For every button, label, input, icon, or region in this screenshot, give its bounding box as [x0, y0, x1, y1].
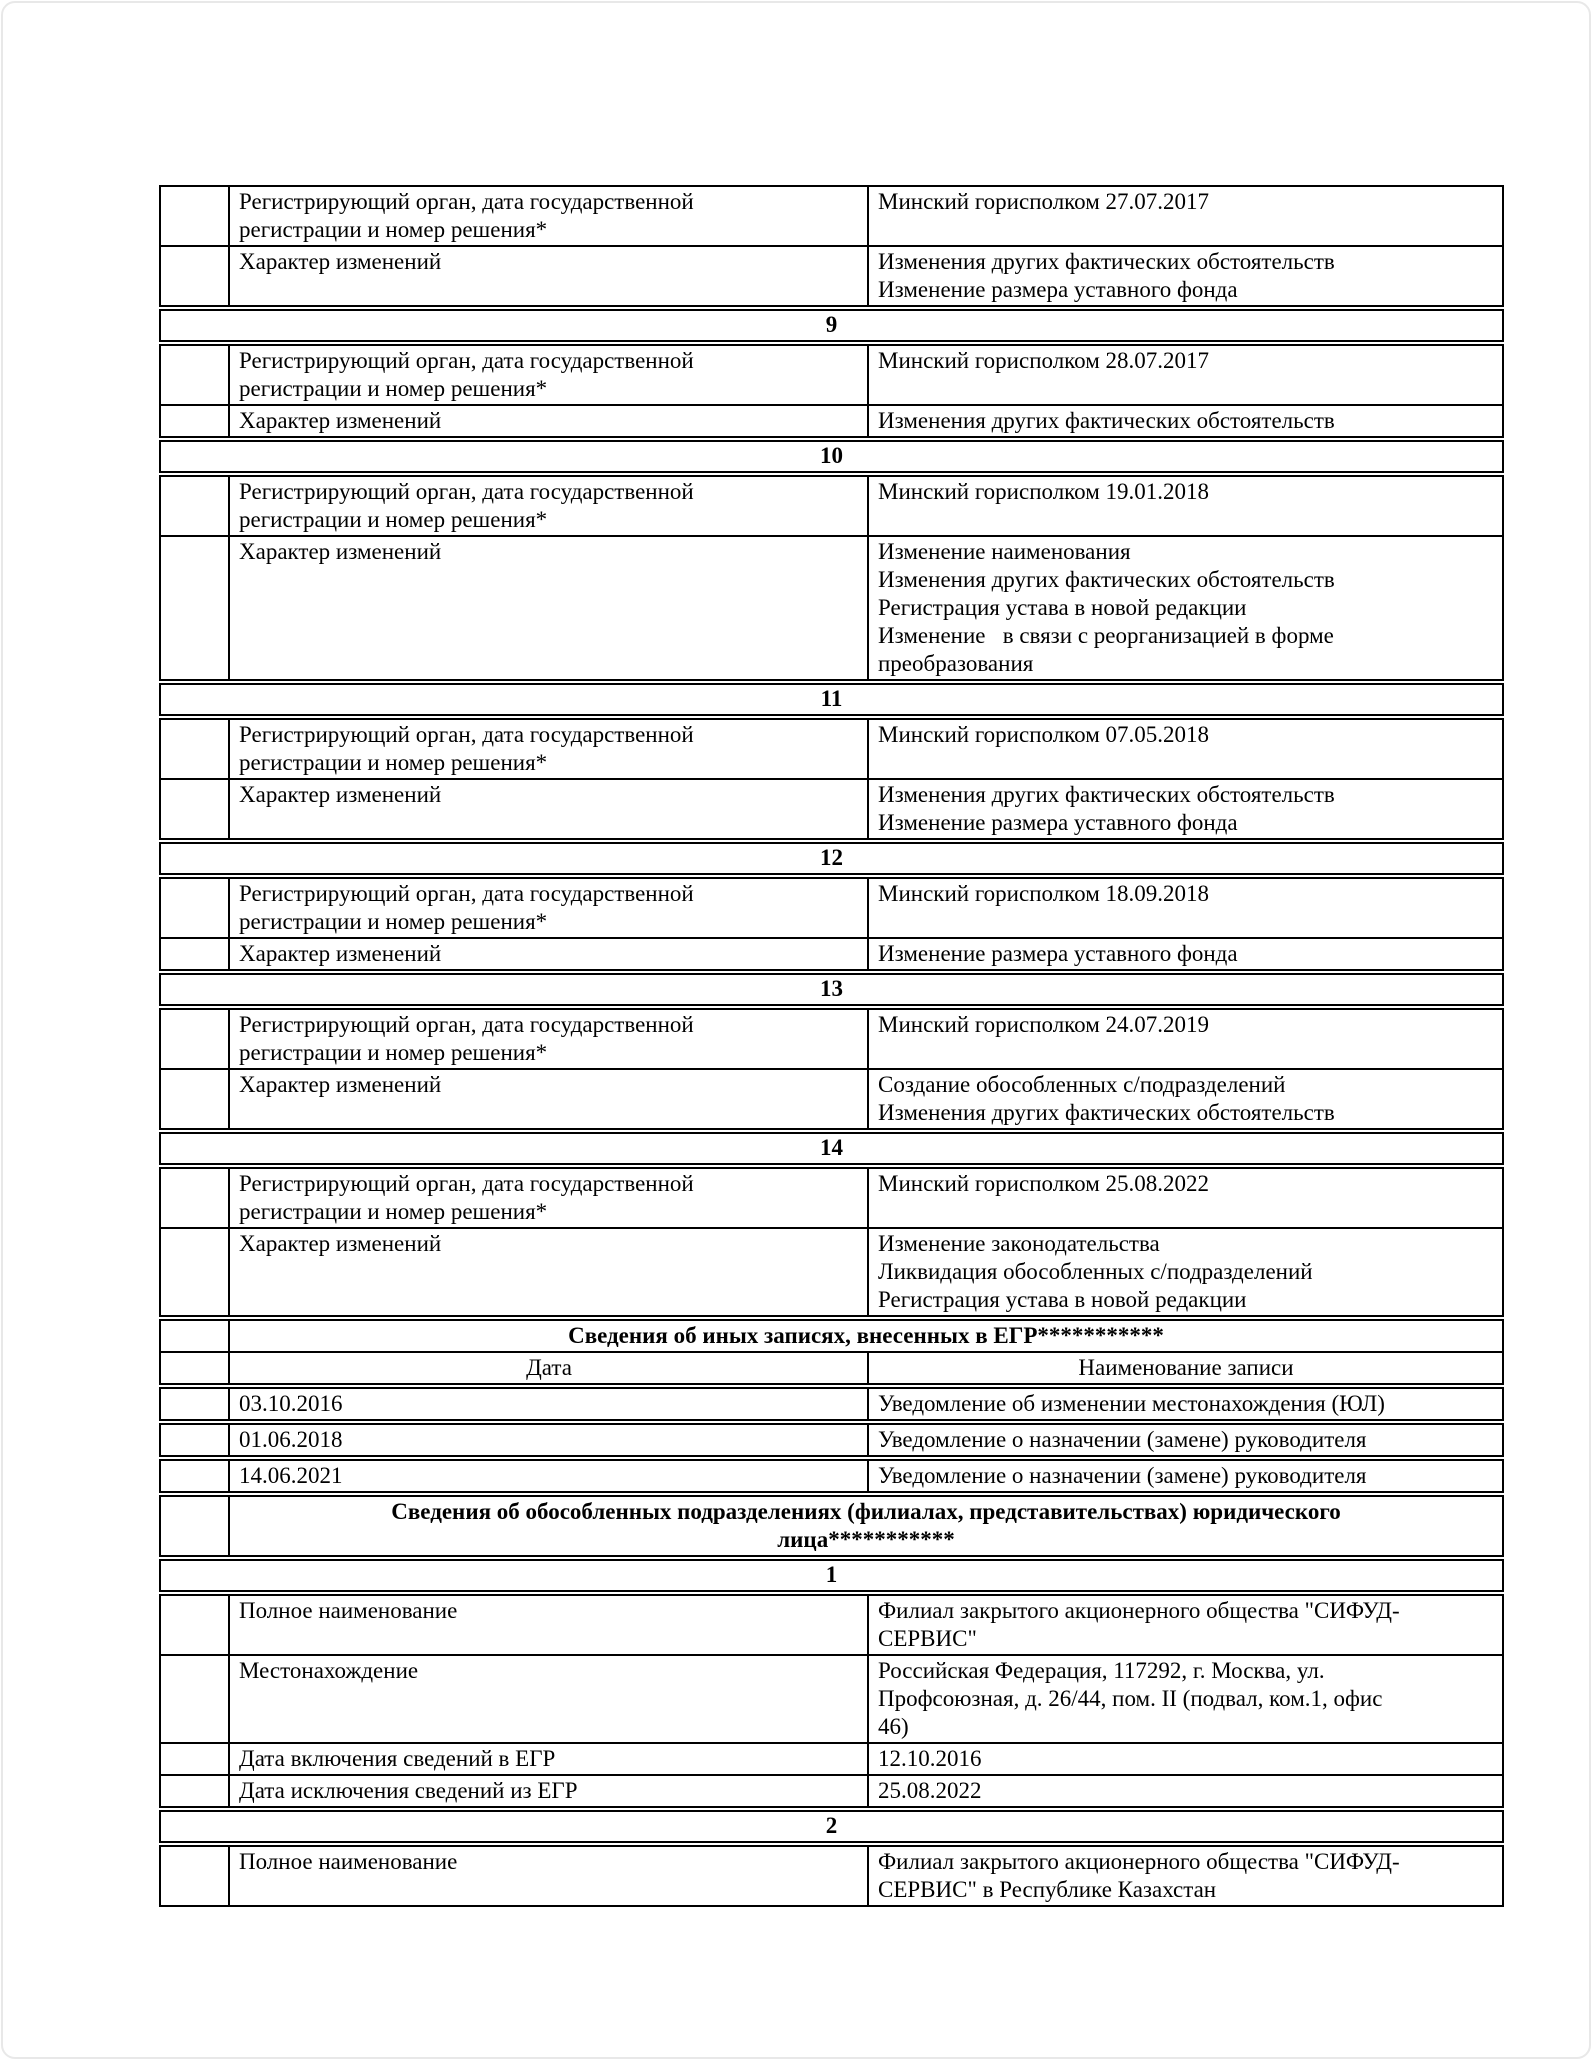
table-block-pair [159, 185, 1504, 307]
value-cell [869, 1656, 1502, 1742]
table-block-pair [159, 718, 1504, 840]
label-cell [230, 939, 869, 969]
registry-document-table [159, 185, 1504, 1909]
value-cell [869, 247, 1502, 305]
record-name-cell: Уведомление о назначении (замене) руководителя [878, 1427, 1367, 1452]
entry-number-row [161, 442, 1502, 471]
entry-number: 9 [825, 312, 838, 337]
value-line: Минский горисполком 25.08.2022 [878, 1171, 1210, 1196]
label-line: Регистрирующий орган, дата государственной [239, 1012, 694, 1037]
row-index-cell [161, 187, 230, 245]
value-cell [869, 346, 1502, 404]
entry-number-row [161, 975, 1502, 1004]
value-line: 12.10.2016 [878, 1746, 982, 1771]
label-line: Характер изменений [239, 941, 442, 966]
entry-number: 1 [825, 1562, 838, 1587]
value-line: Минский горисполком 07.05.2018 [878, 722, 1210, 747]
record-date-cell: 03.10.2016 [230, 1389, 869, 1419]
row-index-cell [161, 1010, 230, 1068]
table-block-record [159, 1387, 1504, 1421]
value-cell [869, 1010, 1502, 1068]
value-cell [869, 537, 1502, 679]
entry-number: 13 [820, 976, 843, 1001]
label-cell [230, 477, 869, 535]
value-line: Минский горисполком 18.09.2018 [878, 881, 1210, 906]
entry-number-row [161, 685, 1502, 714]
row-index-cell [161, 1389, 230, 1419]
section-header-row [161, 1321, 1502, 1351]
value-line: Создание обособленных с/подразделений [878, 1072, 1286, 1097]
table-block-number [159, 309, 1504, 342]
column-header-record-name: Наименование записи [1078, 1355, 1294, 1380]
entry-number-row [161, 1134, 1502, 1163]
value-cell [869, 1229, 1502, 1315]
label-cell [230, 780, 869, 838]
label-line: Характер изменений [239, 782, 442, 807]
label-cell [230, 1744, 869, 1774]
row-index-cell [161, 1169, 230, 1227]
value-cell [869, 780, 1502, 838]
section-title [230, 1497, 1502, 1555]
row-index-cell [161, 1497, 230, 1555]
table-block-pair [159, 344, 1504, 438]
label-line: регистрации и номер решения* [239, 909, 548, 934]
label-cell [230, 1596, 869, 1654]
row-index-cell [161, 1596, 230, 1654]
label-cell [230, 1070, 869, 1128]
row-index-cell [161, 1229, 230, 1315]
label-line: Полное наименование [239, 1849, 458, 1874]
label-line: Полное наименование [239, 1598, 458, 1623]
value-cell [869, 187, 1502, 245]
value-cell [869, 477, 1502, 535]
table-row [161, 1068, 1502, 1128]
label-line: регистрации и номер решения* [239, 507, 548, 532]
label-line: Регистрирующий орган, дата государственной [239, 722, 694, 747]
row-index-cell [161, 720, 230, 778]
column-header-date: Дата [230, 1353, 869, 1383]
label-cell [230, 1229, 869, 1315]
value-line: СЕРВИС" в Республике Казахстан [878, 1877, 1217, 1902]
value-cell [869, 1776, 1502, 1806]
table-block-number [159, 683, 1504, 716]
table-row [161, 879, 1502, 937]
table-block-pair [159, 475, 1504, 681]
table-block-pair [159, 1008, 1504, 1130]
entry-number: 11 [820, 686, 843, 711]
value-line: Минский горисполком 27.07.2017 [878, 189, 1210, 214]
label-cell [230, 346, 869, 404]
entry-number-row [161, 1561, 1502, 1590]
table-row [161, 720, 1502, 778]
row-index-cell [161, 346, 230, 404]
record-date-cell: 14.06.2021 [230, 1461, 869, 1491]
label-line: регистрации и номер решения* [239, 1040, 548, 1065]
value-line: Регистрация устава в новой редакции [878, 1287, 1247, 1312]
table-block-section_with_heads [159, 1319, 1504, 1385]
row-index-cell [161, 1353, 230, 1383]
table-row [161, 1654, 1502, 1742]
row-index-cell [161, 1744, 230, 1774]
label-cell [230, 1656, 869, 1742]
table-row [161, 187, 1502, 245]
table-block-number [159, 1810, 1504, 1843]
value-line: Изменения других фактических обстоятельств [878, 408, 1335, 433]
record-row [161, 1389, 1502, 1419]
table-block-number [159, 1559, 1504, 1592]
label-cell [230, 187, 869, 245]
section-title-line: Сведения об обособленных подразделениях (филиалах, представительствах) юридического [391, 1499, 1341, 1524]
table-block-number [159, 973, 1504, 1006]
value-line: Изменение размера уставного фонда [878, 810, 1238, 835]
value-cell [869, 1847, 1502, 1905]
value-line: Минский горисполком 19.01.2018 [878, 479, 1210, 504]
section-title-line: лица*********** [777, 1527, 955, 1552]
label-cell [230, 1776, 869, 1806]
table-block-section [159, 1495, 1504, 1557]
value-line: Изменение в связи с реорганизацией в форме [878, 623, 1334, 648]
label-line: Характер изменений [239, 1072, 442, 1097]
record-row [161, 1461, 1502, 1491]
value-cell [869, 1596, 1502, 1654]
value-line: Изменение законодательства [878, 1231, 1160, 1256]
row-index-cell [161, 1776, 230, 1806]
section-header-row [161, 1497, 1502, 1555]
table-block-pair [159, 1845, 1504, 1907]
table-block-number [159, 842, 1504, 875]
value-line: Изменения других фактических обстоятельств [878, 567, 1335, 592]
table-row [161, 346, 1502, 404]
label-line: регистрации и номер решения* [239, 376, 548, 401]
value-line: Изменения других фактических обстоятельств [878, 249, 1335, 274]
value-line: 46) [878, 1714, 909, 1739]
row-index-cell [161, 1656, 230, 1742]
table-row [161, 937, 1502, 969]
value-cell [869, 406, 1502, 436]
entry-number: 2 [825, 1813, 838, 1838]
record-row [161, 1425, 1502, 1455]
value-cell [869, 939, 1502, 969]
value-line: Минский горисполком 28.07.2017 [878, 348, 1210, 373]
table-row [161, 1010, 1502, 1068]
table-row [161, 404, 1502, 436]
label-line: Характер изменений [239, 539, 442, 564]
row-index-cell [161, 1321, 230, 1351]
table-block-number [159, 440, 1504, 473]
value-line: Изменение размера уставного фонда [878, 277, 1238, 302]
label-cell [230, 1010, 869, 1068]
row-index-cell [161, 1070, 230, 1128]
label-line: Регистрирующий орган, дата государственной [239, 479, 694, 504]
value-line: Филиал закрытого акционерного общества "СИФУД- [878, 1598, 1400, 1623]
value-line: Регистрация устава в новой редакции [878, 595, 1247, 620]
value-cell [869, 1070, 1502, 1128]
label-cell [230, 1847, 869, 1905]
row-index-cell [161, 780, 230, 838]
table-row [161, 778, 1502, 838]
value-line: Российская Федерация, 117292, г. Москва, ул. [878, 1658, 1325, 1683]
table-row [161, 477, 1502, 535]
entry-number: 14 [820, 1135, 843, 1160]
label-cell [230, 247, 869, 305]
value-line: Профсоюзная, д. 26/44, пом. II (подвал, ком.1, офис [878, 1686, 1383, 1711]
row-index-cell [161, 406, 230, 436]
section-title-line: Сведения об иных записях, внесенных в ЕГР*********** [568, 1323, 1164, 1348]
table-row [161, 1596, 1502, 1654]
value-line: преобразования [878, 651, 1034, 676]
value-line: 25.08.2022 [878, 1778, 982, 1803]
label-line: Характер изменений [239, 408, 442, 433]
value-line: Изменения других фактических обстоятельств [878, 782, 1335, 807]
section-title [230, 1321, 1502, 1351]
label-line: Дата исключения сведений из ЕГР [239, 1778, 578, 1803]
table-row [161, 1227, 1502, 1315]
row-index-cell [161, 879, 230, 937]
table-block-record [159, 1459, 1504, 1493]
record-date-cell: 01.06.2018 [230, 1425, 869, 1455]
table-block-number [159, 1132, 1504, 1165]
label-cell [230, 879, 869, 937]
label-cell [230, 537, 869, 679]
label-line: Регистрирующий орган, дата государственной [239, 1171, 694, 1196]
value-cell [869, 1169, 1502, 1227]
value-line: Филиал закрытого акционерного общества "СИФУД- [878, 1849, 1400, 1874]
table-block-record [159, 1423, 1504, 1457]
label-cell [230, 720, 869, 778]
entry-number: 10 [820, 443, 843, 468]
row-index-cell [161, 1847, 230, 1905]
table-row [161, 535, 1502, 679]
table-row [161, 245, 1502, 305]
column-header-row [161, 1351, 1502, 1383]
table-block-pair [159, 1167, 1504, 1317]
label-line: регистрации и номер решения* [239, 217, 548, 242]
value-line: Изменения других фактических обстоятельств [878, 1100, 1335, 1125]
table-row [161, 1169, 1502, 1227]
row-index-cell [161, 1461, 230, 1491]
entry-number: 12 [820, 845, 843, 870]
row-index-cell [161, 537, 230, 679]
label-line: Регистрирующий орган, дата государственной [239, 348, 694, 373]
row-index-cell [161, 477, 230, 535]
table-row [161, 1774, 1502, 1806]
row-index-cell [161, 1425, 230, 1455]
value-line: Минский горисполком 24.07.2019 [878, 1012, 1210, 1037]
label-line: регистрации и номер решения* [239, 1199, 548, 1224]
label-cell [230, 406, 869, 436]
label-cell [230, 1169, 869, 1227]
entry-number-row [161, 844, 1502, 873]
table-row [161, 1742, 1502, 1774]
entry-number-row [161, 311, 1502, 340]
value-line: СЕРВИС" [878, 1626, 977, 1651]
label-line: Регистрирующий орган, дата государственной [239, 881, 694, 906]
table-block-pair [159, 877, 1504, 971]
value-line: Ликвидация обособленных с/подразделений [878, 1259, 1313, 1284]
label-line: Регистрирующий орган, дата государственной [239, 189, 694, 214]
record-name-cell: Уведомление о назначении (замене) руководителя [878, 1463, 1367, 1488]
value-cell [869, 879, 1502, 937]
value-cell [869, 1744, 1502, 1774]
table-block-pair [159, 1594, 1504, 1808]
value-cell [869, 720, 1502, 778]
label-line: Характер изменений [239, 1231, 442, 1256]
label-line: Дата включения сведений в ЕГР [239, 1746, 556, 1771]
label-line: Характер изменений [239, 249, 442, 274]
record-name-cell: Уведомление об изменении местонахождения (ЮЛ) [878, 1391, 1385, 1416]
value-line: Изменение наименования [878, 539, 1131, 564]
label-line: Местонахождение [239, 1658, 419, 1683]
label-line: регистрации и номер решения* [239, 750, 548, 775]
row-index-cell [161, 939, 230, 969]
entry-number-row [161, 1812, 1502, 1841]
value-line: Изменение размера уставного фонда [878, 941, 1238, 966]
table-row [161, 1847, 1502, 1905]
row-index-cell [161, 247, 230, 305]
